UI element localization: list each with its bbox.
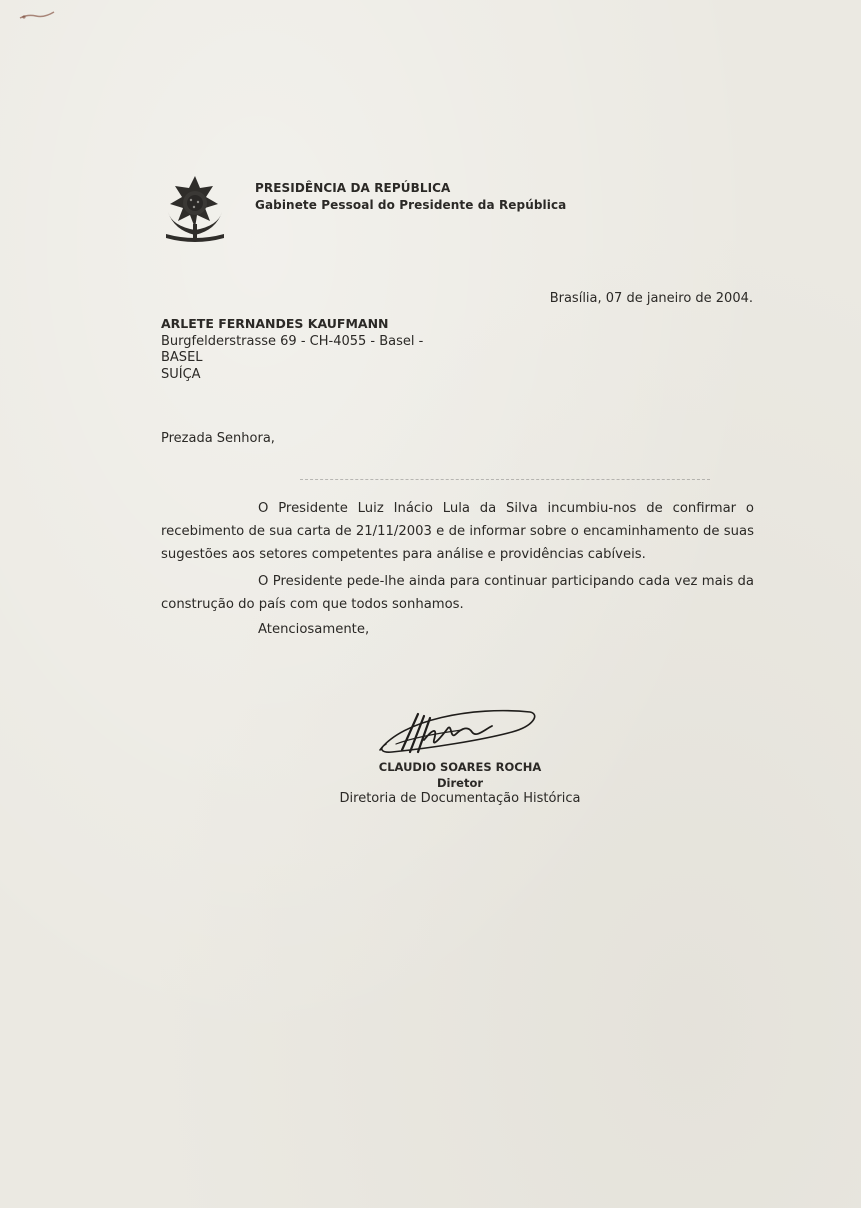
signatory-name: CLAUDIO SOARES ROCHA	[378, 760, 542, 774]
recipient-street: Burgfelderstrasse 69 - CH-4055 - Basel -	[161, 334, 424, 349]
coat-of-arms-seal-icon	[160, 172, 230, 244]
body-paragraph-2: O Presidente pede-lhe ainda para continuar participando cada vez mais da construção do país com que todos sonhamos.	[161, 574, 754, 612]
body-paragraph-1: O Presidente Luiz Inácio Lula da Silva incumbiu-nos de confirmar o recebimento de sua carta de 21/11/2003 e de informar sobre o encaminhamento de suas sugestões aos setores competentes para análise e providências cabíveis.	[161, 501, 754, 562]
salutation: Prezada Senhora,	[161, 431, 275, 446]
recipient-city: BASEL	[161, 350, 203, 365]
header-title: PRESIDÊNCIA DA REPÚBLICA	[255, 181, 451, 195]
recipient-country: SUÍÇA	[161, 367, 201, 382]
ink-stain-mark	[18, 8, 58, 22]
letter-date: Brasília, 07 de janeiro de 2004.	[549, 291, 753, 306]
faint-divider	[300, 479, 710, 480]
recipient-name: ARLETE FERNANDES KAUFMANN	[161, 316, 389, 331]
signatory-department: Diretoria de Documentação Histórica	[339, 791, 581, 806]
handwritten-signature	[372, 700, 542, 766]
header-subtitle: Gabinete Pessoal do Presidente da República	[255, 198, 567, 212]
signatory-title: Diretor	[436, 776, 484, 790]
closing: Atenciosamente,	[258, 622, 370, 637]
